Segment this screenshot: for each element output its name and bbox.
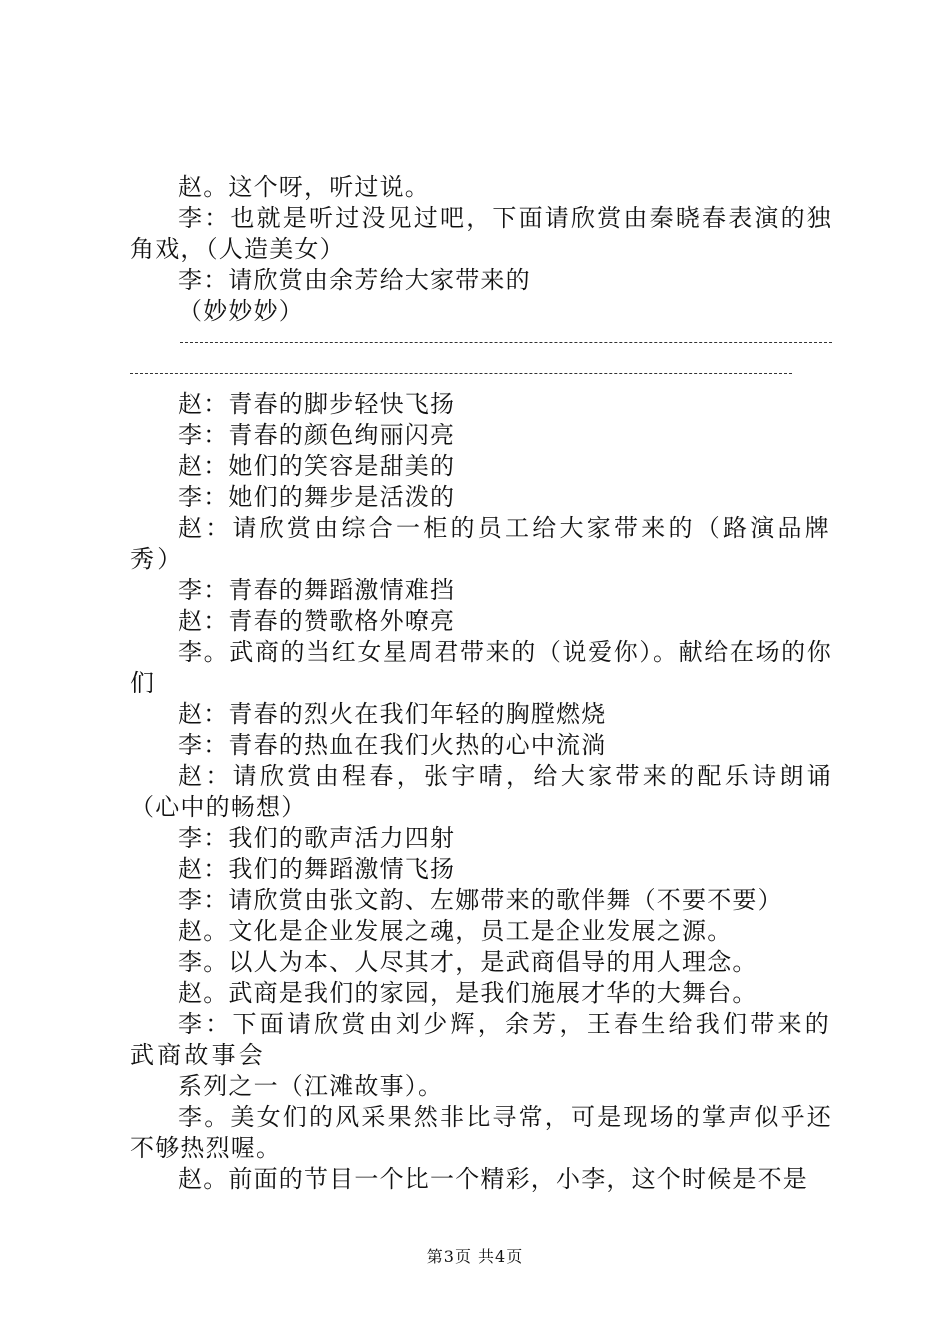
paragraph: 赵。武商是我们的家园，是我们施展才华的大舞台。 [178,979,758,1007]
dashed-divider [130,327,832,358]
paragraph: 李。美女们的风采果然非比寻常，可是现场的掌声似乎还不够热烈喔。 [130,1103,832,1162]
paragraph: 李：青春的热血在我们火热的心中流淌 [178,731,607,759]
paragraph: 李：请欣赏由余芳给大家带来的 [178,266,531,294]
paragraph: （妙妙妙） [178,297,304,325]
dashed-divider-continued [130,358,832,389]
paragraph: 李。武商的当红女星周君带来的（说爱你）。献给在场的你们 [130,638,832,697]
paragraph: 赵：青春的脚步轻快飞扬 [178,390,456,418]
paragraph: 赵：我们的舞蹈激情飞扬 [178,855,456,883]
paragraph: 李：请欣赏由张文韵、左娜带来的歌伴舞（不要不要） [178,886,783,914]
paragraph: 赵：请欣赏由综合一柜的员工给大家带来的（路演品牌秀） [130,514,832,573]
document-body [130,172,832,1195]
paragraph: 李：青春的颜色绚丽闪亮 [178,421,456,449]
paragraph: 赵：请欣赏由程春，张宇晴，给大家带来的配乐诗朗诵（心中的畅想） [130,762,832,821]
paragraph: 赵：青春的赞歌格外嘹亮 [178,607,456,635]
paragraph: 李：也就是听过没见过吧，下面请欣赏由秦晓春表演的独角戏，（人造美女） [130,204,832,263]
page-footer: 第3页 共4页 [426,1247,524,1266]
paragraph: 李。以人为本、人尽其才，是武商倡导的用人理念。 [178,948,758,976]
paragraph: 李：我们的歌声活力四射 [178,824,456,852]
paragraph: 李：她们的舞步是活泼的 [178,483,456,511]
dashed-rule [130,373,792,374]
paragraph: 赵：她们的笑容是甜美的 [178,452,456,480]
paragraph: 赵：青春的烈火在我们年轻的胸膛燃烧 [178,700,607,728]
paragraph: 李：青春的舞蹈激情难挡 [178,576,456,604]
dashed-rule [180,342,832,343]
paragraph: 李：下面请欣赏由刘少辉，余芳，王春生给我们带来的武商故事会 [130,1010,832,1069]
paragraph: 赵。文化是企业发展之魂，员工是企业发展之源。 [178,917,733,945]
paragraph: 赵。前面的节目一个比一个精彩，小李，这个时候是不是 [178,1165,808,1193]
paragraph: 赵。这个呀，听过说。 [178,173,430,201]
paragraph: 系列之一（江滩故事）。 [178,1072,444,1100]
